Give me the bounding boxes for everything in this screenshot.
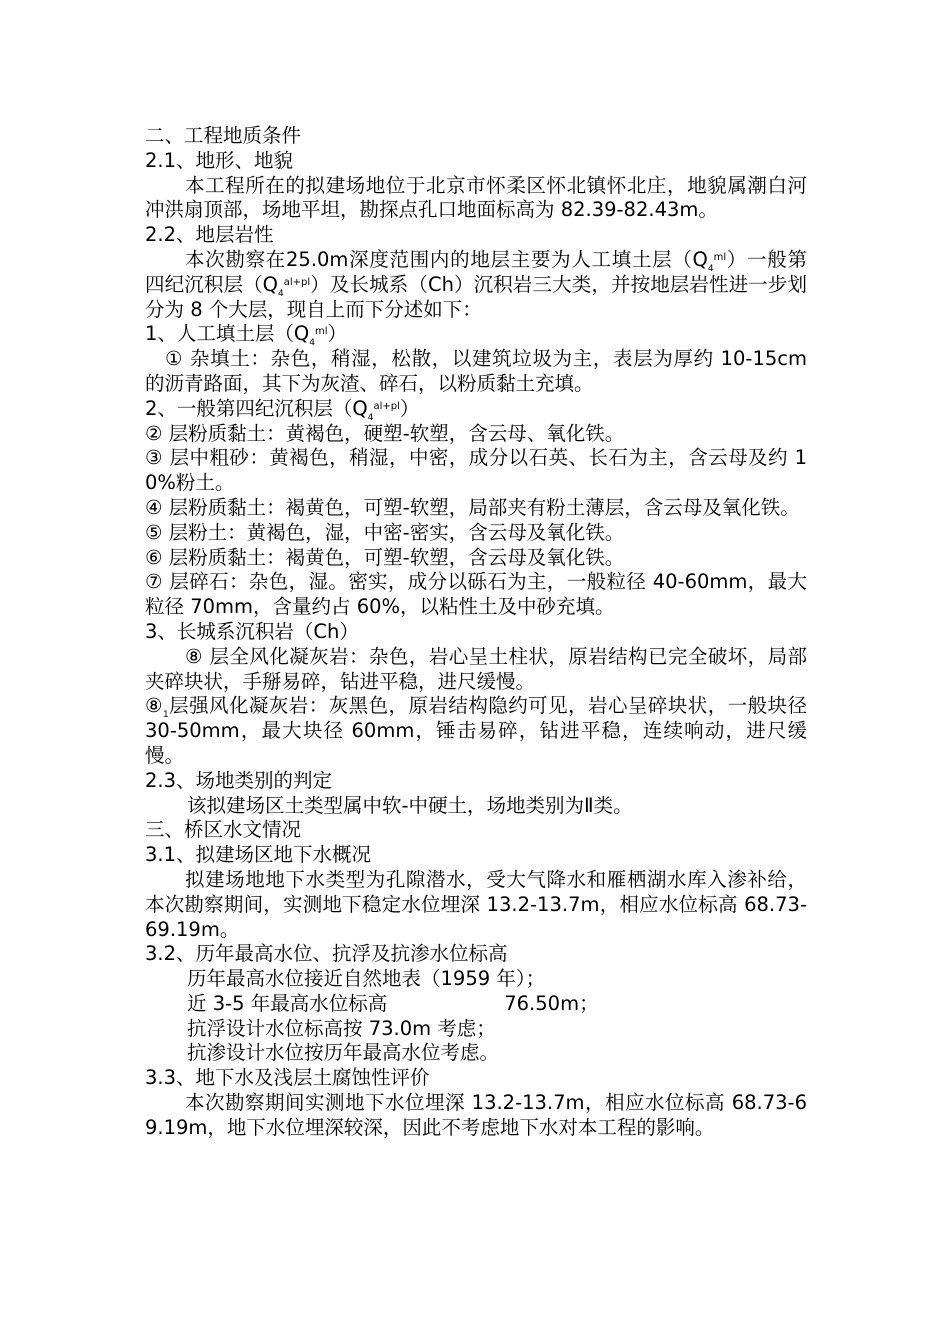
subsection-heading: 3.1、拟建场区地下水概况 bbox=[145, 843, 372, 867]
subsection-heading: 2.1、地形、地貌 bbox=[145, 148, 294, 172]
list-heading: 3、长城系沉积岩（Ch） bbox=[145, 619, 359, 643]
paragraph: 拟建场地地下水类型为孔隙潜水，受大气降水和雁栖湖水库入渗补给，本次勘察期间，实测地下稳定水位埋深 13.2-13.7m，相应水位标高 68.73-69.19m。 bbox=[145, 867, 807, 941]
subsection-heading: 3.2、历年最高水位、抗浮及抗渗水位标高 bbox=[145, 942, 508, 966]
document-body bbox=[145, 124, 807, 1141]
paragraph: 该拟建场区土类型属中软-中硬土，场地类别为Ⅱ类。 bbox=[187, 793, 633, 817]
section-heading: 二、工程地质条件 bbox=[145, 124, 302, 147]
text-run: 本次勘察在25.0m深度范围内的地层主要为人工填土层（Q bbox=[185, 247, 708, 271]
list-item bbox=[145, 694, 807, 768]
subsection-heading: 2.3、场地类别的判定 bbox=[145, 768, 333, 792]
text-run: 层强风化凝灰岩：灰黑色，原岩结构隐约可见，岩心呈碎块状，一般块径 30-50mm，最大块径 60mm，锤击易碎，钻进平稳，连续响动，进尺缓慢。 bbox=[145, 694, 807, 767]
paragraph: 本次勘察期间实测地下水位埋深 13.2-13.7m，相应水位标高 68.73-69.19m，地下水位埋深较深，因此不考虑地下水对本工程的影响。 bbox=[145, 1091, 807, 1139]
text-run: 2、一般第四纪沉积层（Q bbox=[145, 396, 368, 420]
list-item: ⑤ 层粉土：黄褐色，湿，中密-密实，含云母及氧化铁。 bbox=[145, 520, 625, 544]
paragraph bbox=[145, 248, 807, 322]
text-run: ） bbox=[399, 396, 420, 420]
paragraph: 本工程所在的拟建场地位于北京市怀柔区怀北镇怀北庄，地貌属潮白河冲洪扇顶部，场地平坦，勘探点孔口地面标高为 82.39-82.43m。 bbox=[145, 173, 807, 222]
text-run: ） bbox=[327, 322, 348, 346]
subsection-heading: 2.2、地层岩性 bbox=[145, 223, 274, 247]
superscript: ml bbox=[315, 326, 328, 338]
list-item: ③ 层中粗砂：黄褐色，稍湿，中密，成分以石英、长石为主，含云母及约 10%粉土。 bbox=[145, 446, 807, 495]
section-heading: 三、桥区水文情况 bbox=[145, 818, 302, 842]
list-heading bbox=[145, 397, 807, 422]
subscript: 4 bbox=[367, 412, 374, 423]
list-heading bbox=[145, 322, 807, 347]
subscript: 4 bbox=[707, 263, 714, 274]
paragraph: 历年最高水位接近自然地表（1959 年）； bbox=[187, 967, 546, 991]
list-item: ⑥ 层粉质黏土：褐黄色，可塑-软塑，含云母及氧化铁。 bbox=[145, 545, 625, 569]
list-item: ① 杂填土：杂色，稍湿，松散，以建筑垃圾为主，表层为厚约 10-15cm 的沥青路面，其下为灰渣、碎石，以粉质黏土充填。 bbox=[145, 347, 807, 395]
subscript: 4 bbox=[309, 338, 315, 349]
paragraph: 抗浮设计水位标高按 73.0m 考虑； bbox=[187, 1016, 496, 1040]
text-run: 1、人工填土层（Q bbox=[145, 322, 310, 346]
paragraph: 抗渗设计水位按历年最高水位考虑。 bbox=[187, 1041, 500, 1065]
superscript: al+pl bbox=[373, 400, 400, 412]
subsection-heading: 3.3、地下水及浅层土腐蚀性评价 bbox=[145, 1066, 430, 1090]
superscript: al+pl bbox=[283, 276, 311, 288]
superscript: ml bbox=[713, 251, 727, 263]
text-run: ）一般第四纪沉积层（Q bbox=[145, 247, 807, 296]
paragraph: 近 3-5 年最高水位标高 76.50m； bbox=[187, 991, 599, 1015]
text-run: ⑧ bbox=[145, 694, 163, 718]
subscript: 1 bbox=[162, 710, 169, 721]
list-item: ⑦ 层碎石：杂色，湿。密实，成分以砾石为主，一般粒径 40-60mm，最大粒径 70mm，含量约占 60%，以粘性土及中砂充填。 bbox=[145, 570, 807, 619]
list-item: ② 层粉质黏土：黄褐色，硬塑-软塑，含云母、氧化铁。 bbox=[145, 421, 625, 445]
list-item: ④ 层粉质黏土：褐黄色，可塑-软塑，局部夹有粉土薄层，含云母及氧化铁。 bbox=[145, 495, 800, 519]
subscript: 4 bbox=[278, 288, 284, 299]
text-run: ）及长城系（Ch）沉积岩三大类，并按地层岩性进一步划分为 8 个大层，现自上而下分述如下： bbox=[145, 272, 807, 321]
list-item: ⑧ 层全风化凝灰岩：杂色，岩心呈土柱状，原岩结构已完全破坏，局部夹碎块状，手掰易碎，钻进平稳，进尺缓慢。 bbox=[145, 644, 807, 693]
